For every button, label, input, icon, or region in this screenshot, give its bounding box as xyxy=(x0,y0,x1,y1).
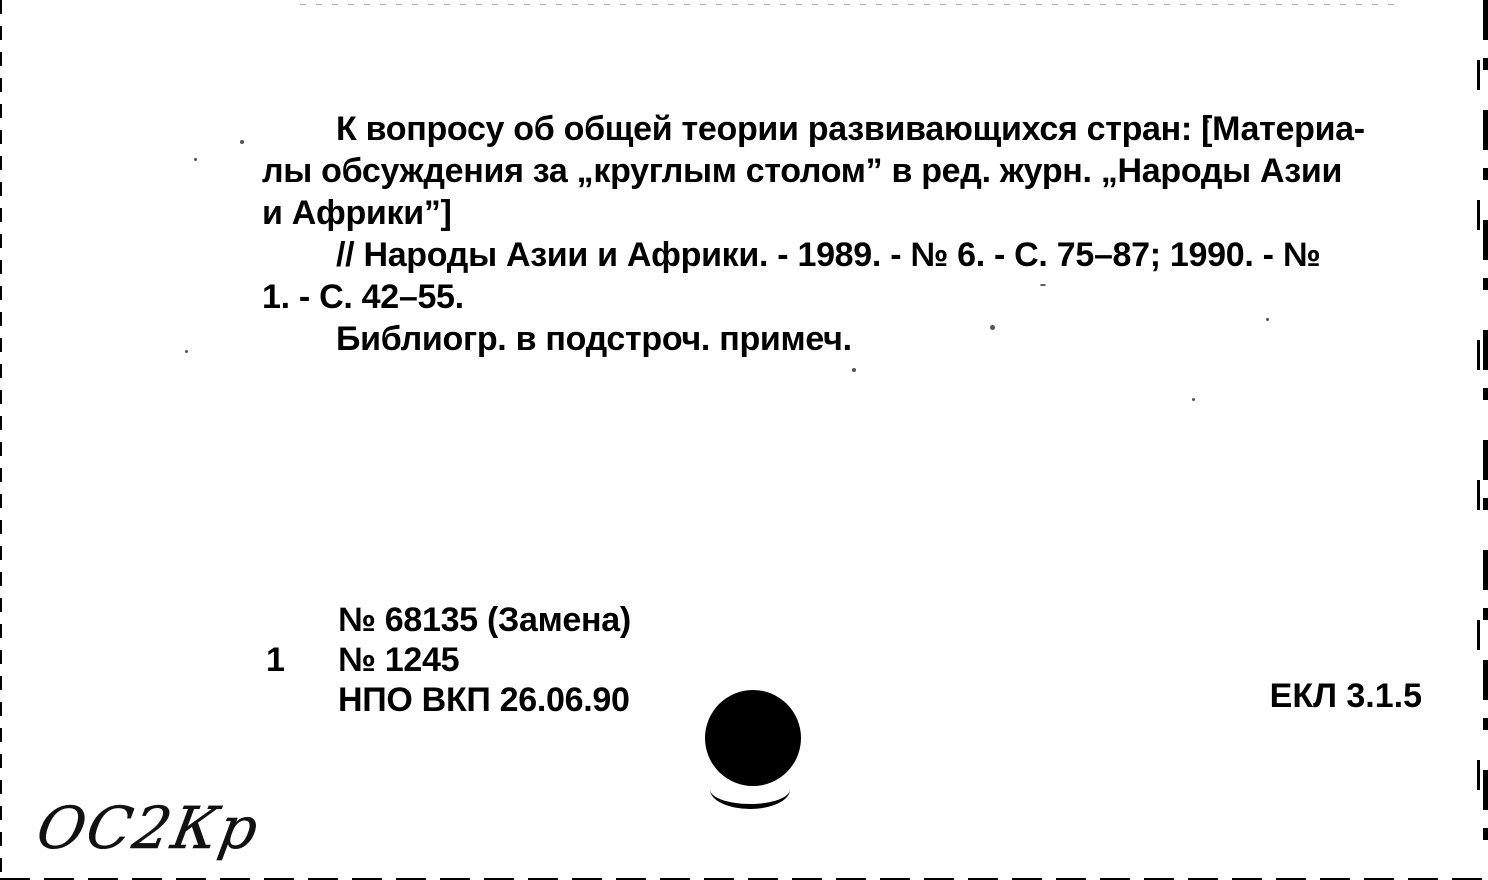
classification-code: ЕКЛ 3.1.5 xyxy=(1269,677,1422,715)
scan-speck xyxy=(1192,398,1195,401)
scan-edge-left xyxy=(0,0,2,880)
copy-count: 1 xyxy=(266,641,285,679)
replacement-number: № 68135 (Замена) xyxy=(338,601,631,639)
scan-speck xyxy=(194,158,197,161)
entry-line-title-cont: лы обсуждения за „круглым столом” в ред. журн. „Народы Азии xyxy=(262,152,1343,190)
card-number: № 1245 xyxy=(338,641,460,679)
entry-line-title-end: и Африки”] xyxy=(262,194,452,232)
scan-edge-top xyxy=(300,4,1400,5)
bibliographic-entry xyxy=(262,108,1432,360)
card-footer-info xyxy=(338,600,631,720)
entry-line-source: // Народы Азии и Африки. - 1989. - № 6. - С. 75–87; 1990. - № xyxy=(336,236,1321,274)
scan-speck xyxy=(185,350,188,353)
scan-speck xyxy=(852,368,856,372)
entry-line-note: Библиогр. в подстроч. примеч. xyxy=(336,320,852,358)
scan-edge-right xyxy=(1483,0,1488,880)
handwritten-shelf-mark: ОС2Кр xyxy=(32,794,265,862)
scan-edge-right-inner xyxy=(1477,0,1480,880)
entry-line-source-cont: 1. - С. 42–55. xyxy=(262,278,464,316)
scan-speck xyxy=(240,140,244,144)
punch-hole-edge xyxy=(710,770,790,809)
entry-line-title: К вопросу об общей теории развивающихся стран: [Материа- xyxy=(336,110,1365,148)
publisher-date: НПО ВКП 26.06.90 xyxy=(338,681,630,719)
